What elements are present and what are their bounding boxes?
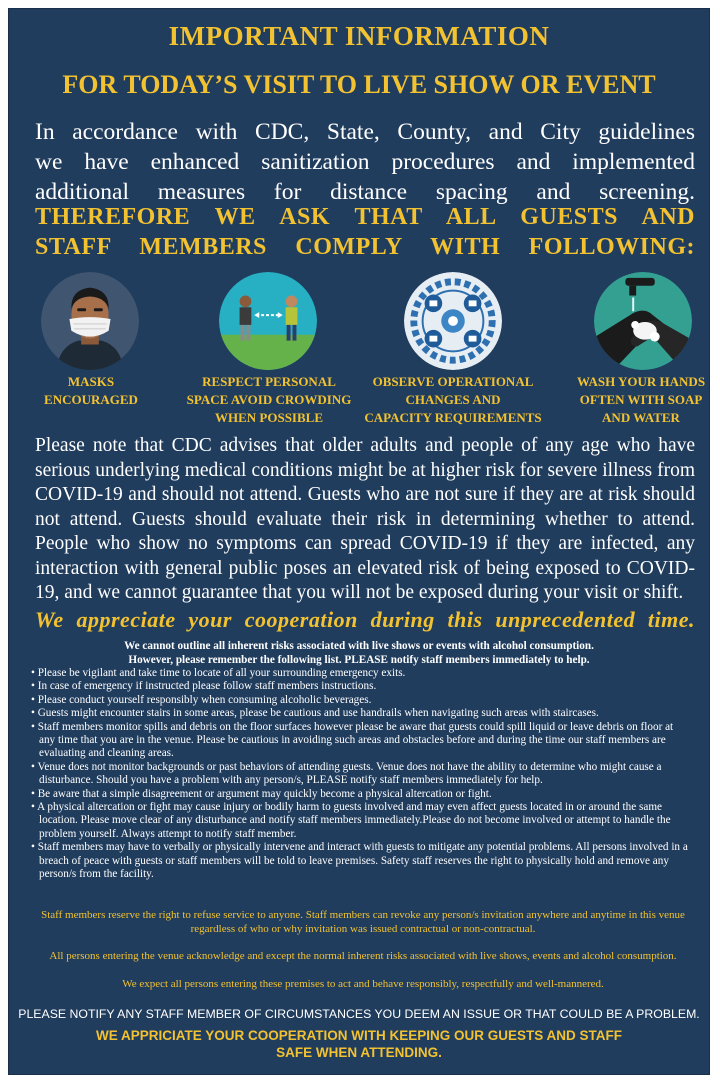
- appreciate-line: We appreciate your cooperation during this unprecedented time.: [35, 607, 695, 632]
- list-item: • In case of emergency if instructed please follow staff members instructions.: [31, 680, 691, 693]
- list-item: • Staff members may have to verbally or physically intervene and interact with guests to mitigate any potential problems. All persons involved in a breach of peace with guests or staff members will be told to leave premises. Safety staff reserves the right to physically hold and remove any person/s from the facility.: [31, 841, 691, 881]
- risks-intro: We cannot outline all inherent risks associated with live shows or events with alcohol consumption. However, please remember the following list. PLEASE notify staff members immediately to help.: [124, 640, 594, 666]
- intro-line: additional measures for distance spacing and screening.: [35, 179, 695, 205]
- risks-list: [31, 667, 691, 882]
- intro-request: [35, 202, 695, 262]
- mask-person-icon: [41, 272, 139, 370]
- list-item: • Venue does not monitor backgrounds or past behaviors of attending guests. Venue does not have the ability to determine who might cause a disturbance. Should you have a problem with any person/s, PLEASE notify staff members immediately for help.: [31, 761, 691, 788]
- intro-line: STAFF MEMBERS COMPLY WITH FOLLOWING:: [35, 234, 695, 260]
- list-item: • A physical altercation or fight may cause injury or bodily harm to guests involved and may even affect guests located in or around the same location. Please move clear of any disturbance and notify staff members immediately.Please do not become involved or attempt to handle the problem yourself. Always attempt to notify staff member.: [31, 801, 691, 841]
- page-title: IMPORTANT INFORMATION: [168, 21, 550, 51]
- list-item: • Staff members monitor spills and debris on the floor surfaces however please be aware that guests could spill liquid or leave debris on floor at any time that you are in the venue. Please be cautious in avoiding such areas and obstacles before and during the time our staff members are evaluating and cleaning areas.: [31, 721, 691, 761]
- acknowledge-note: All persons entering the venue acknowledge and except the normal inherent risks associated with live shows, events and alcohol consumption.: [49, 950, 677, 962]
- intro-line: THEREFORE WE ASK THAT ALL GUESTS AND: [35, 204, 695, 230]
- intro-line: In accordance with CDC, State, County, and City guidelines: [35, 119, 695, 145]
- behave-note: We expect all persons entering these premises to act and behave responsibly, respectfully and well-mannered.: [122, 978, 604, 990]
- hand-washing-icon: [594, 272, 692, 370]
- info-poster: [8, 8, 710, 1075]
- list-item: • Please be vigilant and take time to locate of all your surrounding emergency exits.: [31, 667, 691, 680]
- list-item: • Guests might encounter stairs in some areas, please be cautious and use handrails when navigating such areas with staircases.: [31, 707, 691, 720]
- intro-line: we have enhanced sanitization procedures and implemented: [35, 149, 695, 175]
- refuse-service-note: Staff members reserve the right to refuse service to anyone. Staff members can revoke any person/s invitation anywhere and anytime in this venue regardless of who or why invitation was issued contractual or non-contractual.: [41, 909, 685, 935]
- list-item: • Please conduct yourself responsibly when consuming alcoholic beverages.: [31, 694, 691, 707]
- social-distance-icon: [219, 272, 317, 370]
- cdc-note: Please note that CDC advises that older adults and people of any age who have serious underlying medical conditions might be at higher risk for severe illness from COVID-19 and should not attend. Guests who are not sure if they are at risk should not attend. Guests should evaluate their risk in determining whether to attend. People who show no symptoms can spread COVID-19 if they are infected, any interaction with general public poses an elevated risk of being exposed to COVID-19, and we cannot guarantee that you will not be exposed during your visit or shift.: [35, 435, 695, 603]
- measure-label: WASH YOUR HANDS OFTEN WITH SOAP AND WATER: [576, 374, 706, 425]
- page-subtitle: FOR TODAY’S VISIT TO LIVE SHOW OR EVENT: [62, 70, 656, 99]
- closing-message: WE APPRICIATE YOUR COOPERATION WITH KEEPING OUR GUESTS AND STAFF SAFE WHEN ATTENDING.: [95, 1028, 623, 1060]
- intro-text: [35, 117, 695, 207]
- operations-gears-icon: [404, 272, 502, 370]
- notify-staff-line: PLEASE NOTIFY ANY STAFF MEMBER OF CIRCUMSTANCES YOU DEEM AN ISSUE OR THAT COULD BE A PROBLEM.: [18, 1007, 700, 1021]
- measure-label: OBSERVE OPERATIONAL CHANGES AND CAPACITY REQUIREMENTS: [364, 374, 542, 425]
- list-item: • Be aware that a simple disagreement or argument may quickly become a physical altercation or fight.: [31, 788, 691, 801]
- measure-label: RESPECT PERSONAL SPACE AVOID CROWDING WHEN POSSIBLE: [186, 374, 352, 425]
- measure-label: MASKS ENCOURAGED: [44, 374, 138, 407]
